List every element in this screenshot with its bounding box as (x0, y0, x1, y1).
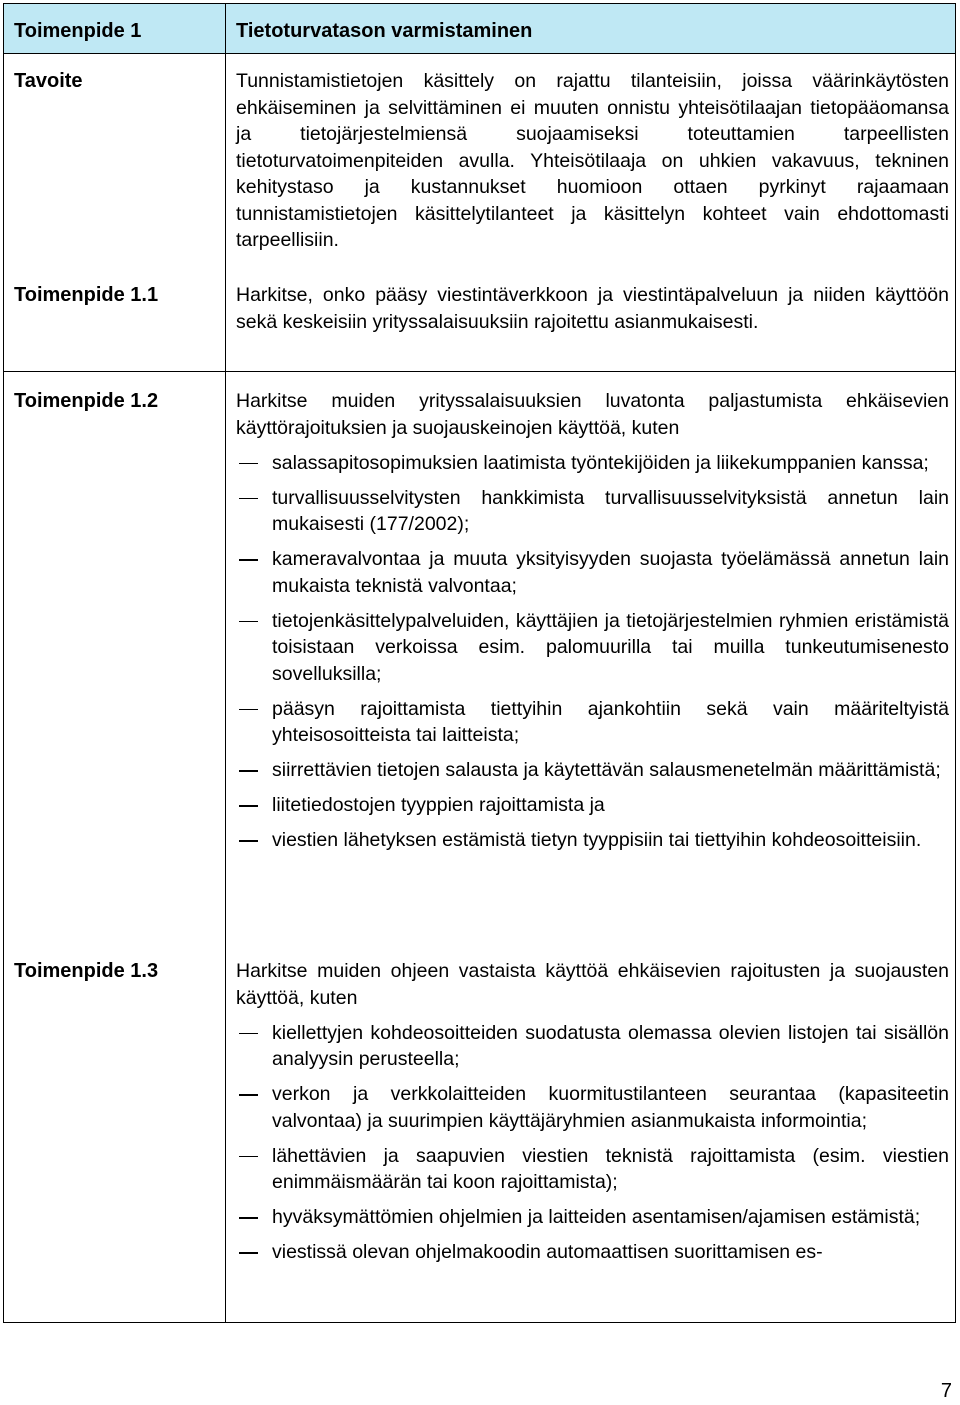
list-item (236, 1020, 949, 1073)
dash-bullet-icon (239, 621, 258, 623)
dash-bullet-icon (239, 1094, 258, 1096)
page-number: 7 (940, 1380, 952, 1402)
measure-1-1-intro: Harkitse, onko pääsy viestintäverkkoon ja viestintäpalveluun ja niiden käyttöön sekä keskeisiin yrityssalaisuuksiin rajoitettu asianmukaisesti. (236, 284, 949, 333)
measure-1-3-list (236, 1020, 949, 1266)
measure-1-1-content (236, 282, 949, 335)
list-item-text: viestissä olevan ohjelmakoodin automaattisen suorittamisen es- (272, 1241, 823, 1263)
measure-1-2-list (236, 450, 949, 854)
measure-1-2-label: Toimenpide 1.2 (14, 390, 159, 412)
goal-text-block (236, 68, 949, 254)
list-item-text: turvallisuusselvitysten hankkimista turvallisuusselvityksistä annetun lain mukaisesti (177/2002); (272, 486, 949, 535)
goal-label: Tavoite (14, 70, 83, 92)
dash-bullet-icon (239, 559, 258, 561)
list-item-text: siirrettävien tietojen salausta ja käytettävän salausmenetelmän määrittämistä; (272, 759, 941, 781)
list-item-text: viestien lähetyksen estämistä tietyn tyyppisiin tai tiettyihin kohdeosoitteisiin. (272, 829, 922, 851)
measure-1-3-content (236, 958, 949, 1266)
list-item (236, 608, 949, 688)
list-item (236, 1239, 949, 1266)
list-item (236, 546, 949, 599)
list-item (236, 1081, 949, 1134)
goal-text: Tunnistamistietojen käsittely on rajattu tilanteisiin, joissa väärinkäytösten ehkäiseminen ja selvittäminen ei muuten onnistu yhteisötilaajan tietopääomansa ja tietojärjestelmiensä suojaamiseksi toteuttamien tarpeellisten tietoturvatoimenpiteiden avulla. Yhteisötilaaja on uhkien vakavuus, tekninen kehitystaso ja kustannukset huomioon ottaen pyrkinyt rajaamaan tunnistamistietojen käsittelytilanteet ja käsittelyn kohteet vain ehdottomasti tarpeellisiin. (236, 70, 949, 251)
list-item (236, 696, 949, 749)
list-item-text: pääsyn rajoittamista tiettyihin ajankohtiin sekä vain määriteltyistä yhteisosoitteista tai laitteista; (272, 697, 949, 746)
list-item (236, 792, 949, 819)
list-item-text: verkon ja verkkolaitteiden kuormitustilanteen seurantaa (kapasiteetin valvontaa) ja suurimpien käyttäjäryhmien asianmukaista informointia; (272, 1083, 949, 1132)
dash-bullet-icon (239, 1252, 258, 1254)
list-item-text: kiellettyjen kohdeosoitteiden suodatusta olemassa olevien listojen tai sisällön analyysin perusteella; (272, 1021, 949, 1070)
list-item (236, 485, 949, 538)
list-item (236, 450, 949, 477)
measure-1-2-intro: Harkitse muiden yrityssalaisuuksien luvatonta paljastumista ehkäisevien käyttörajoituksien ja suojauskeinojen käyttöä, kuten (236, 390, 949, 439)
row-divider (4, 53, 955, 54)
dash-bullet-icon (239, 805, 258, 807)
list-item-text: hyväksymättömien ohjelmien ja laitteiden asentamisen/ajamisen estämistä; (272, 1206, 921, 1228)
measure-1-2-content (236, 388, 949, 854)
list-item (236, 827, 949, 854)
dash-bullet-icon (239, 840, 258, 842)
list-item (236, 757, 949, 784)
list-item-text: kameravalvontaa ja muuta yksityisyyden suojasta työelämässä annetun lain mukaista teknistä valvontaa; (272, 548, 949, 597)
list-item-text: tietojenkäsittelypalveluiden, käyttäjien ja tietojärjestelmien ryhmien eristämistä toisistaan verkoissa esim. palomuurilla tai muilla tunkeutumisenesto sovelluksilla; (272, 609, 949, 685)
header-label: Toimenpide 1 (14, 20, 142, 42)
list-item-text: liitetiedostojen tyyppien rajoittamista ja (272, 794, 605, 816)
list-item-text: lähettävien ja saapuvien viestien teknistä rajoittamista (esim. viestien enimmäismäärän tai koon rajoittamista); (272, 1144, 949, 1193)
row-divider (4, 371, 955, 372)
dash-bullet-icon (239, 1217, 258, 1219)
dash-bullet-icon (239, 463, 258, 465)
measure-1-3-intro: Harkitse muiden ohjeen vastaista käyttöä ehkäisevien rajoitusten ja suojausten käyttöä, kuten (236, 960, 949, 1009)
header-title: Tietoturvatason varmistaminen (236, 20, 533, 42)
list-item (236, 1204, 949, 1231)
list-item (236, 1143, 949, 1196)
list-item-text: salassapitosopimuksien laatimista työntekijöiden ja liikekumppanien kanssa; (272, 451, 929, 474)
column-divider (225, 4, 226, 1322)
measure-1-3-label: Toimenpide 1.3 (14, 960, 159, 982)
dash-bullet-icon (239, 1156, 258, 1158)
dash-bullet-icon (239, 770, 258, 772)
measures-table (3, 3, 956, 1323)
dash-bullet-icon (239, 498, 258, 500)
measure-1-1-label: Toimenpide 1.1 (14, 284, 159, 306)
dash-bullet-icon (239, 709, 258, 711)
dash-bullet-icon (239, 1033, 258, 1035)
